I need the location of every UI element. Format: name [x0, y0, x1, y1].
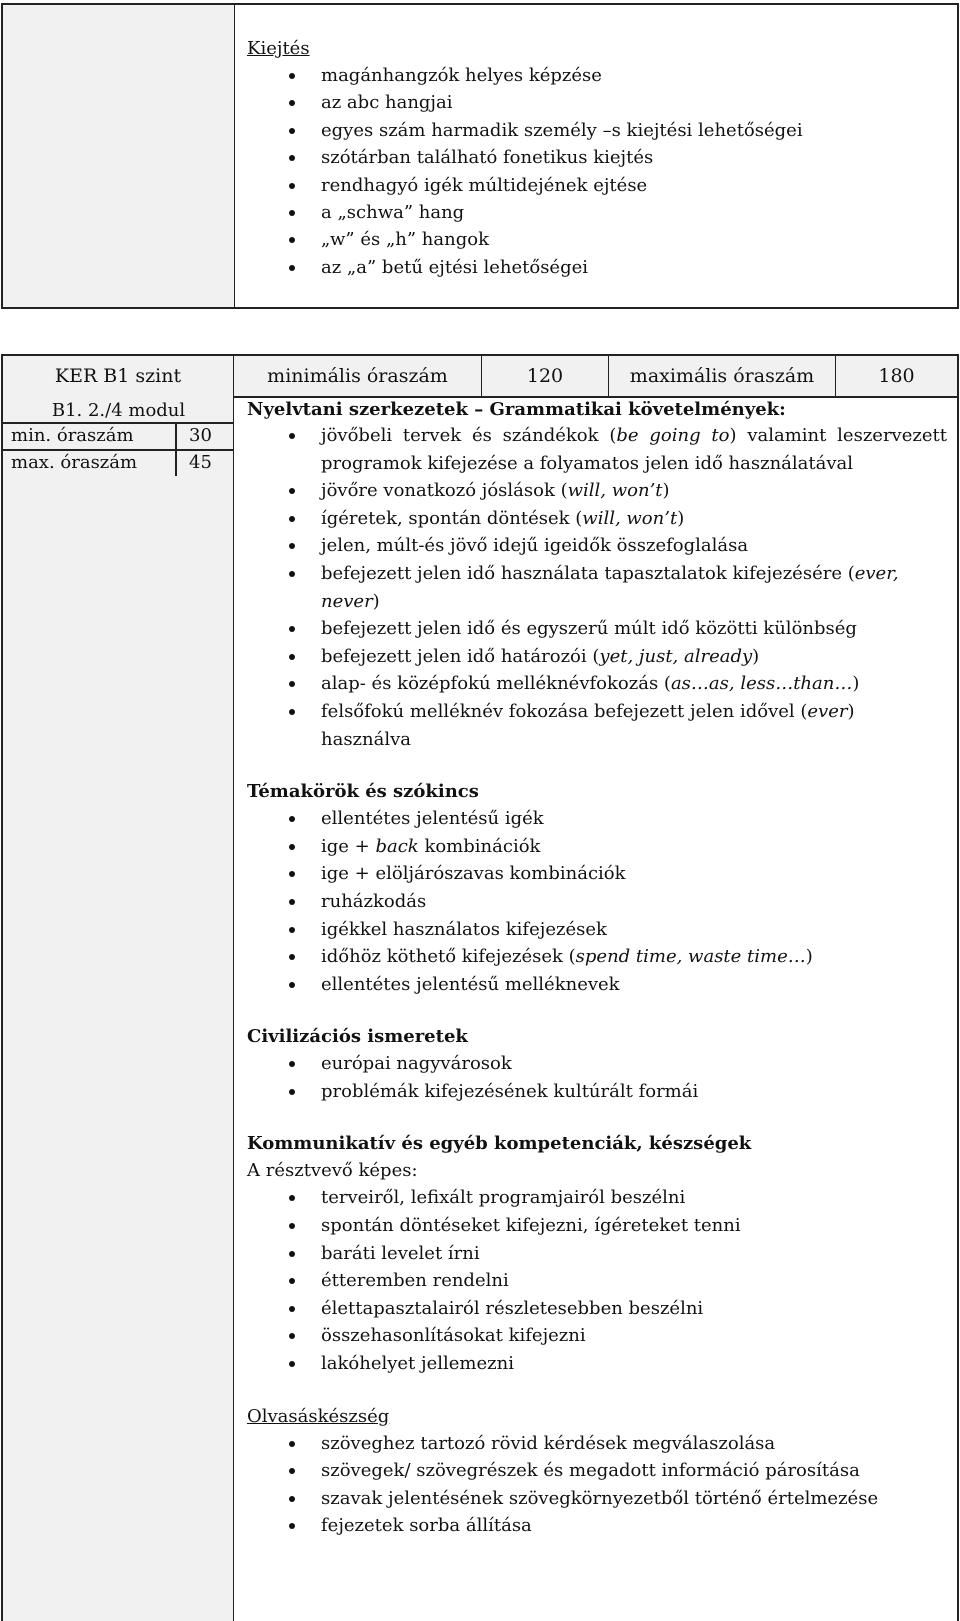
- level-label: KER B1 szint: [3, 356, 234, 396]
- min-hours-value: 120: [482, 356, 609, 396]
- list-item: jövőbeli tervek és szándékok (be going to) valamint leszervezett: [247, 422, 947, 450]
- list-item: alap- és középfokú melléknévfokozás (as…as, less…than…): [247, 670, 947, 698]
- list-item: igékkel használatos kifejezések: [247, 916, 947, 944]
- list-item: rendhagyó igék múltidejének ejtése: [247, 172, 947, 199]
- list-item: spontán döntéseket kifejezni, ígéreteket tenni: [247, 1212, 947, 1240]
- list-item: ellentétes jelentésű igék: [247, 805, 947, 833]
- list-item-continuation: programok kifejezése a folyamatos jelen idő használatával: [321, 452, 854, 474]
- module-name: B1. 2./4 modul: [51, 400, 186, 421]
- list-item: ígéretek, spontán döntések (will, won’t): [247, 505, 947, 533]
- reading-list: [247, 1430, 947, 1540]
- list-item: szavak jelentésének szövegkörnyezetből történő értelmezése: [247, 1485, 947, 1513]
- max-hours-label: maximális óraszám: [609, 356, 836, 396]
- module-content: [247, 398, 947, 1540]
- competencies-title: Kommunikatív és egyéb kompetenciák, készségek: [247, 1133, 752, 1155]
- list-item: ige + elöljárószavas kombinációk: [247, 860, 947, 888]
- grammar-list: [247, 477, 947, 753]
- list-item: európai nagyvárosok: [247, 1050, 947, 1078]
- module-info-cell: [3, 396, 234, 1621]
- list-item: befejezett jelen idő határozói (yet, just, already): [247, 643, 947, 671]
- list-item: baráti levelet írni: [247, 1240, 947, 1268]
- max-hours-value: 45: [189, 452, 212, 473]
- competencies-intro: A résztvevő képes:: [247, 1160, 418, 1182]
- topics-title: Témakörök és szókincs: [247, 781, 479, 803]
- grammar-list: [247, 422, 947, 450]
- competencies-list: [247, 1184, 947, 1377]
- level-header-row: [1, 354, 959, 398]
- min-hours-label: minimális óraszám: [234, 356, 482, 396]
- list-item: terveiről, lefixált programjairól beszélni: [247, 1184, 947, 1212]
- max-hours-label: max. óraszám: [11, 452, 138, 473]
- list-item: befejezett jelen idő használata tapasztalatok kifejezésére (ever, never): [247, 560, 947, 615]
- list-item: problémák kifejezésének kultúrált formái: [247, 1078, 947, 1106]
- list-item: az abc hangjai: [247, 89, 947, 116]
- list-item: a „schwa” hang: [247, 199, 947, 226]
- divider: [175, 422, 177, 476]
- min-hours-value: 30: [189, 425, 212, 446]
- list-item: élettapasztalairól részletesebben beszélni: [247, 1295, 947, 1323]
- list-item: ellentétes jelentésű melléknevek: [247, 971, 947, 999]
- pronunciation-left-cell: [3, 5, 235, 307]
- list-item: fejezetek sorba állítása: [247, 1512, 947, 1540]
- list-item: jelen, múlt-és jövő idejű igeidők összefoglalása: [247, 532, 947, 560]
- list-item: ige + back kombinációk: [247, 833, 947, 861]
- list-item: étteremben rendelni: [247, 1267, 947, 1295]
- civilization-list: [247, 1050, 947, 1105]
- list-item: szótárban található fonetikus kiejtés: [247, 144, 947, 171]
- pronunciation-list: [247, 62, 947, 281]
- max-hours-value: 180: [878, 365, 915, 387]
- list-item: magánhangzók helyes képzése: [247, 62, 947, 89]
- module-table: [1, 396, 959, 1621]
- list-item: időhöz köthető kifejezések (spend time, waste time…): [247, 943, 947, 971]
- list-item: „w” és „h” hangok: [247, 226, 947, 253]
- list-item: egyes szám harmadik személy –s kiejtési lehetőségei: [247, 117, 947, 144]
- list-item: szövegek/ szövegrészek és megadott információ párosítása: [247, 1457, 947, 1485]
- pronunciation-content: [247, 35, 947, 281]
- grammar-title: Nyelvtani szerkezetek – Grammatikai követelmények:: [247, 399, 786, 420]
- reading-title: Olvasáskészség: [247, 1405, 390, 1427]
- topics-list: [247, 805, 947, 998]
- list-item: lakóhelyet jellemezni: [247, 1350, 947, 1378]
- list-item: ruházkodás: [247, 888, 947, 916]
- list-item: összehasonlításokat kifejezni: [247, 1322, 947, 1350]
- list-item: felsőfokú melléknév fokozása befejezett jelen idővel (ever) használva: [247, 698, 947, 753]
- civilization-title: Civilizációs ismeretek: [247, 1026, 468, 1048]
- list-item: jövőre vonatkozó jóslások (will, won’t): [247, 477, 947, 505]
- list-item: befejezett jelen idő és egyszerű múlt idő közötti különbség: [247, 615, 947, 643]
- pronunciation-table: [1, 3, 959, 309]
- list-item: az „a” betű ejtési lehetőségei: [247, 254, 947, 281]
- list-item: szöveghez tartozó rövid kérdések megválaszolása: [247, 1430, 947, 1458]
- min-hours-label: min. óraszám: [11, 425, 134, 446]
- pronunciation-title: Kiejtés: [247, 38, 310, 59]
